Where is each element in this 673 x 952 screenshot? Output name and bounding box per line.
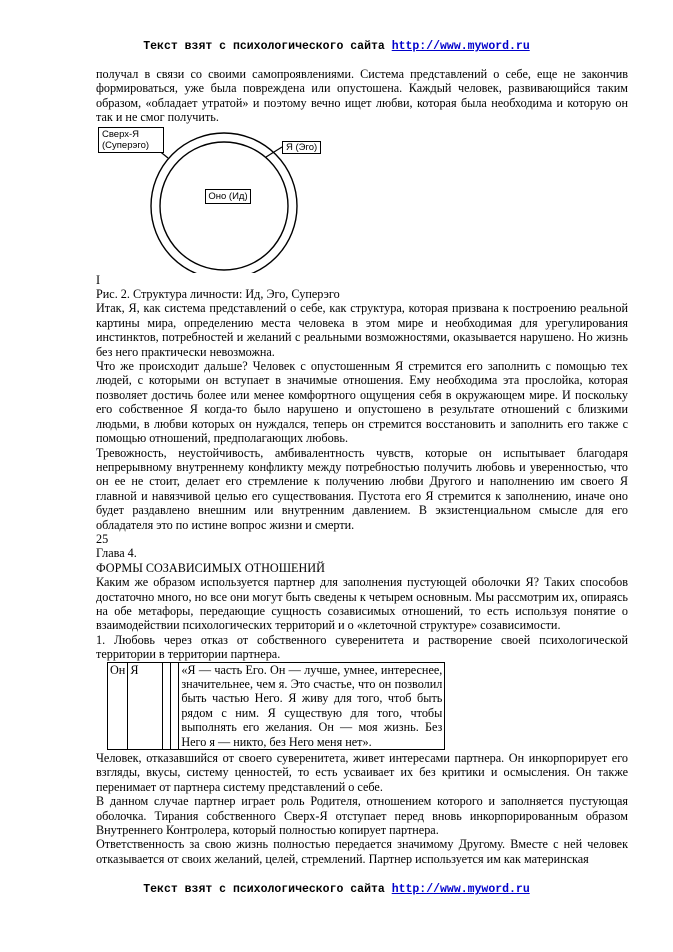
personality-structure-figure (96, 125, 628, 273)
paragraph-2: Что же происходит дальше? Человек с опустошенным Я стремится его заполнить с помощью тех людей, с которыми он вступает в значимые отношения. Ему необходима эта прослойка, которая позволяет достичь более или менее комфортного ощущения себя в окружающем мире. И поскольку его собственное Я когда-то было нарушено и опустошено в результате отношений с близкими людьми, в любви которых он нуждался, теперь он стремится восстановить и заполнить его также с помощью отношений, предполагающих любовь. (96, 359, 628, 446)
paragraph-5: 1. Любовь через отказ от собственного суверенитета и растворение своей психологической территории в территории партнера. (96, 632, 628, 662)
page-footer (0, 883, 673, 896)
ego-label: Я (Эго) (282, 141, 321, 154)
paragraph-4: Каким же образом используется партнер для заполнения пустующей оболочки Я? Таких способов достаточно много, но все они могут быть сведены к четырем основным. Мы рассмотрим их, опираясь на обе метафоры, передающие сущность созависимых отношений, то есть используя понятие о взаимодействии психологических территорий и о «клеточной структуре» созависимости. (96, 575, 628, 633)
page-body (96, 67, 628, 866)
quote-table (107, 662, 445, 750)
page-header (0, 40, 673, 53)
chapter-number: Глава 4. (96, 546, 137, 561)
cell-empty (163, 662, 171, 749)
paragraph-3: Тревожность, неустойчивость, амбивалентность чувств, которые он испытывает благодаря непрерывному внутреннему конфликту между потребностью получить любовь и уверенностью, что он ее не стоит, делает его стремление к получению любви Другого и наполнению им своего Я главной и навязчивой целью его существования. Пустота его Я стремится к заполнению, иначе оно будет раздавлено внешним или внутренним давлением. В экзистенциальном смысле для его обладателя это по истине вопрос жизни и смерти. (96, 445, 628, 532)
cell-on: Он (108, 662, 128, 749)
id-label: Оно (Ид) (205, 189, 251, 204)
footer-link[interactable]: http://www.myword.ru (391, 883, 530, 896)
page-number: 25 (96, 531, 109, 546)
quote-text: «Я — часть Его. Он — лучше, умнее, интереснее, значительнее, чем я. Это счастье, что он позволил быть частью Него. Я живу для того, чтоб быть рядом с ним. Я существую для того, чтобы выполнять его желания. Он — моя жизнь. Без Него я — никто, без Него меня нет». (181, 662, 443, 749)
paragraph-7: В данном случае партнер играет роль Родителя, отношением которого и заполняется пустующая оболочка. Тирания собственного Сверх-Я отступает перед вновь инкорпорированным образом Внутреннего Контролера, который полностью копирует партнера. (96, 794, 628, 838)
superego-label: Сверх-Я (Суперэго) (98, 127, 164, 153)
chapter-title: ФОРМЫ СОЗАВИСИМЫХ ОТНОШЕНИЙ (96, 560, 325, 575)
stray-mark: I (96, 272, 101, 287)
cell-ya: Я (128, 662, 163, 749)
paragraph-1: Итак, Я, как система представлений о себе, как структура, которая призвана к построению реальной картины мира, определению места человека в этом мире и необходимая для урегулирования инстинктов, потребностей и желаний с реальными возможностями, оказывается нарушено. Но жизнь без него практически невозможна. (96, 301, 628, 359)
inner-circle (160, 142, 288, 270)
cell-quote (179, 662, 445, 749)
figure-caption: Рис. 2. Структура личности: Ид, Эго, Суперэго (96, 287, 340, 302)
footer-text: Текст взят с психологического сайта (143, 883, 385, 896)
header-link[interactable]: http://www.myword.ru (391, 40, 530, 53)
table-row (108, 662, 445, 749)
paragraph-6: Человек, отказавшийся от своего суверенитета, живет интересами партнера. Он инкорпорирует его взгляды, вкусы, систему ценностей, то есть усваивает их без критики и осмысления. Он также перенимает от партнера систему представлений о себе. (96, 751, 628, 794)
paragraph-8: Ответственность за свою жизнь полностью передается значимому Другому. Вместе с ней человек отказывается от своих желаний, целей, стремлений. Партнер используется им как материнская (96, 837, 628, 866)
cell-empty (171, 662, 179, 749)
structure-diagram (96, 125, 628, 273)
paragraph-intro: получал в связи со своими самопроявлениями. Система представлений о себе, еще не закончив формироваться, уже была повреждена или опустошена. Каждый человек, развивающийся таким образом, «обладает утратой» и поэтому вечно ищет любви, которая была необходима и которую он так и не смог получить. (96, 67, 628, 125)
header-text: Текст взят с психологического сайта (143, 40, 385, 53)
